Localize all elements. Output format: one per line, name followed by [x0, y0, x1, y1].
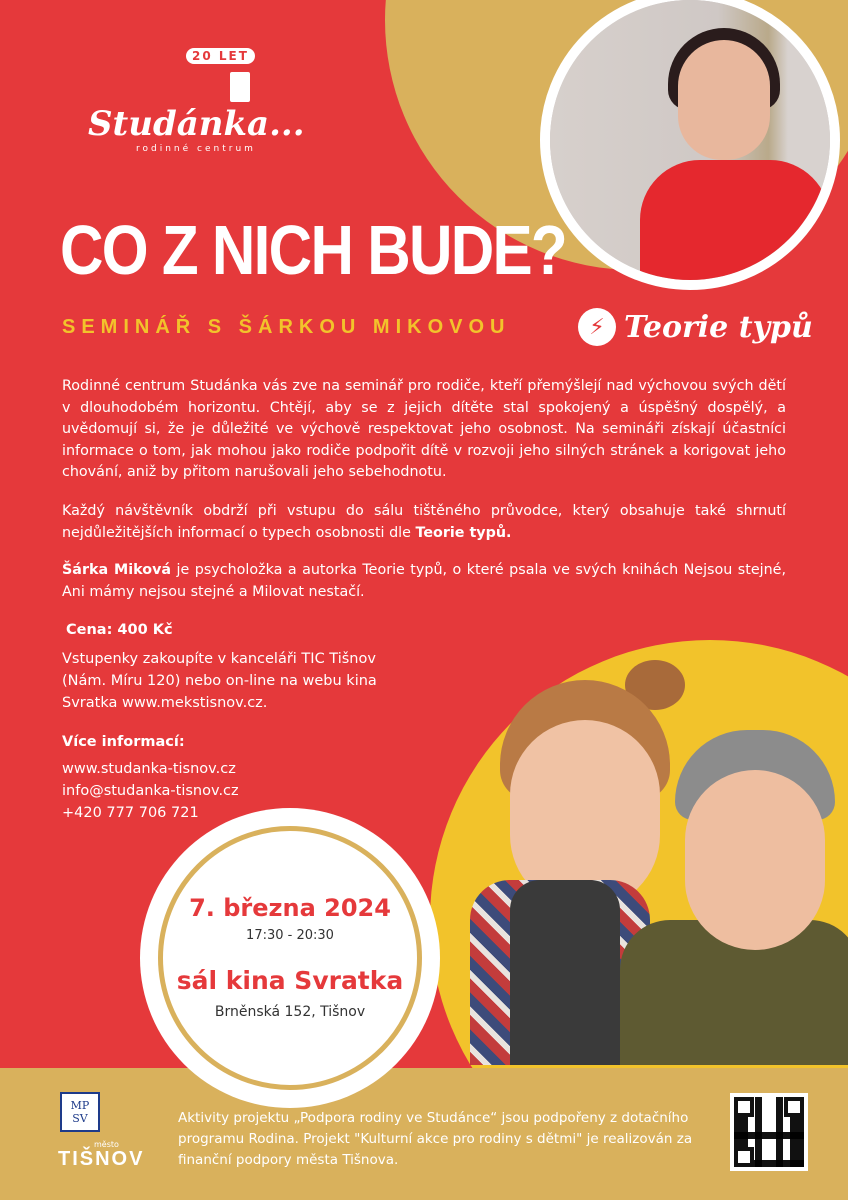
page-title: CO Z NICH BUDE?: [60, 211, 566, 289]
more-info-title: Více informací:: [62, 734, 185, 750]
price: Cena: 400 Kč: [66, 622, 173, 638]
speaker-photo: [540, 0, 840, 290]
children-photo: [470, 660, 848, 1065]
guide-bold: Teorie typů.: [415, 524, 512, 541]
mpsv-line1: MP: [70, 1099, 90, 1112]
logo-subtitle: rodinné centrum: [136, 144, 256, 154]
teorie-typu-logo: [578, 308, 813, 346]
intro-paragraph: Rodinné centrum Studánka vás zve na seminář pro rodiče, kteří přemýšlejí nad výchovou svých dětí v dlouhodobém horizontu. Chtějí, aby se z jejich dítěte stal spokojený a úspěšný dospělý, a uvědomují si, že je důležité ve výchově respektovat jeho osobnost. Na semináři získají účastníci informace o tom, jak mohou jako rodiče podpořit dítě v rozvoji jeho silných stránek a korigovat jeho chování, aniž by přitom narušovali jeho sebehodnotu.: [62, 378, 786, 480]
website-link[interactable]: www.studanka-tisnov.cz: [62, 761, 236, 777]
guide-paragraph: [62, 501, 786, 544]
tickets-info: Vstupenky zakoupíte v kanceláři TIC Tišnov (Nám. Míru 120) nebo on-line na webu kina Svratka www.mekstisnov.cz.: [62, 651, 377, 711]
subtitle: SEMINÁŘ S ŠÁRKOU MIKOVOU: [62, 316, 511, 338]
event-date: 7. března 2024: [189, 894, 391, 922]
event-circle-ring: [158, 826, 422, 1090]
teorie-typu-icon: ⚡: [578, 308, 616, 346]
mpsv-line2: SV: [72, 1112, 88, 1125]
teorie-typu-text: Teorie typů: [624, 309, 813, 345]
studanka-logo: [88, 48, 305, 158]
speaker-paragraph: [62, 560, 786, 603]
logo-figure-icon: [228, 70, 252, 104]
speaker-text: je psycholožka a autorka Teorie typů, o které psala ve svých knihách Nejsou stejné, Ani mámy nejsou stejné a Milovat nestačí.: [62, 562, 786, 600]
event-time: 17:30 - 20:30: [246, 928, 334, 943]
footer-funding-text: Aktivity projektu „Podpora rodiny ve Studánce“ jsou podpořeny z dotačního programu Rodina. Projekt "Kulturní akce pro rodiny s dětmi" je realizován za finanční podpory města Tišnova.: [178, 1110, 693, 1168]
event-venue: sál kina Svratka: [176, 966, 404, 995]
speaker-name: Šárka Miková: [62, 562, 172, 578]
email-link[interactable]: info@studanka-tisnov.cz: [62, 783, 239, 799]
anniversary-badge: 20 LET: [186, 48, 255, 64]
phone-number: +420 777 706 721: [62, 805, 199, 821]
mesto-label: město: [94, 1140, 119, 1149]
mpsv-logo: [60, 1092, 100, 1132]
event-address: Brněnská 152, Tišnov: [214, 1004, 366, 1020]
logo-name: Studánka...: [88, 104, 305, 144]
tisnov-logo: TIŠNOV: [58, 1148, 145, 1170]
qr-code[interactable]: [730, 1093, 808, 1171]
guide-text: Každý návštěvník obdrží při vstupu do sálu tištěného průvodce, který obsahuje také shrnutí nejdůležitějších informací o typech osobnosti dle: [62, 503, 786, 541]
